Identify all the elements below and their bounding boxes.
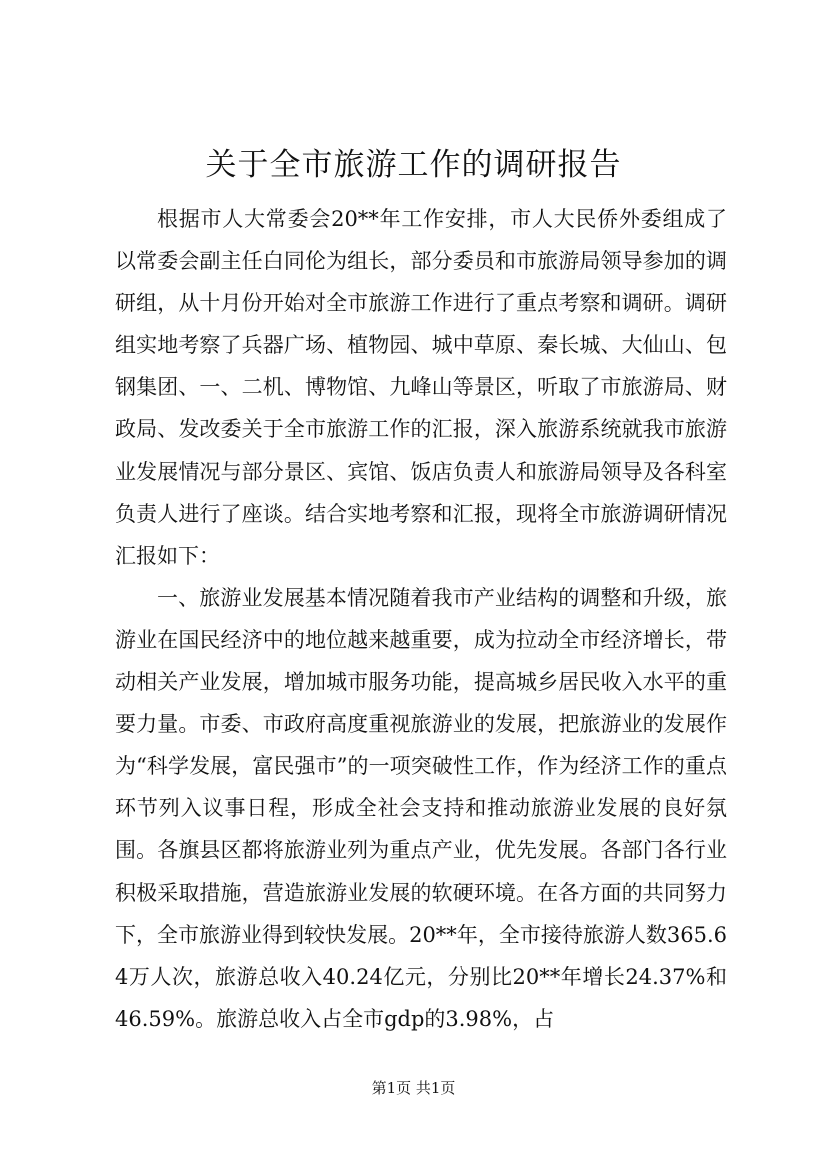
document-body <box>115 198 727 1040</box>
document-title: 关于全市旅游工作的调研报告 <box>205 147 622 183</box>
paragraph-section-one: 一、旅游业发展基本情况随着我市产业结构的调整和升级，旅游业在国民经济中的地位越来越重要，成为拉动全市经济增长，带动相关产业发展，增加城市服务功能，提高城乡居民收入水平的重要力量。市委、市政府高度重视旅游业的发展，把旅游业的发展作为“科学发展，富民强市”的一项突破性工作，作为经济工作的重点环节列入议事日程，形成全社会支持和推动旅游业发展的良好氛围。各旗县区都将旅游业列为重点产业，优先发展。各部门各行业积极采取措施，营造旅游业发展的软硬环境。在各方面的共同努力下，全市旅游业得到较快发展。20**年，全市接待旅游人数365.64万人次，旅游总收入40.24亿元，分别比20**年增长24.37%和46.59%。旅游总收入占全市gdp的3.98%，占 <box>115 585 727 1031</box>
paragraph-intro: 根据市人大常委会20**年工作安排，市人大民侨外委组成了以常委会副主任白同伦为组长，部分委员和市旅游局领导参加的调研组，从十月份开始对全市旅游工作进行了重点考察和调研。调研组实地考察了兵器广场、植物园、城中草原、秦长城、大仙山、包钢集团、一、二机、博物馆、九峰山等景区，听取了市旅游局、财政局、发改委关于全市旅游工作的汇报，深入旅游系统就我市旅游业发展情况与部分景区、宾馆、饭店负责人和旅游局领导及各科室负责人进行了座谈。结合实地考察和汇报，现将全市旅游调研情况汇报如下： <box>115 207 727 568</box>
page-footer: 第1页 共1页 <box>371 1079 456 1097</box>
